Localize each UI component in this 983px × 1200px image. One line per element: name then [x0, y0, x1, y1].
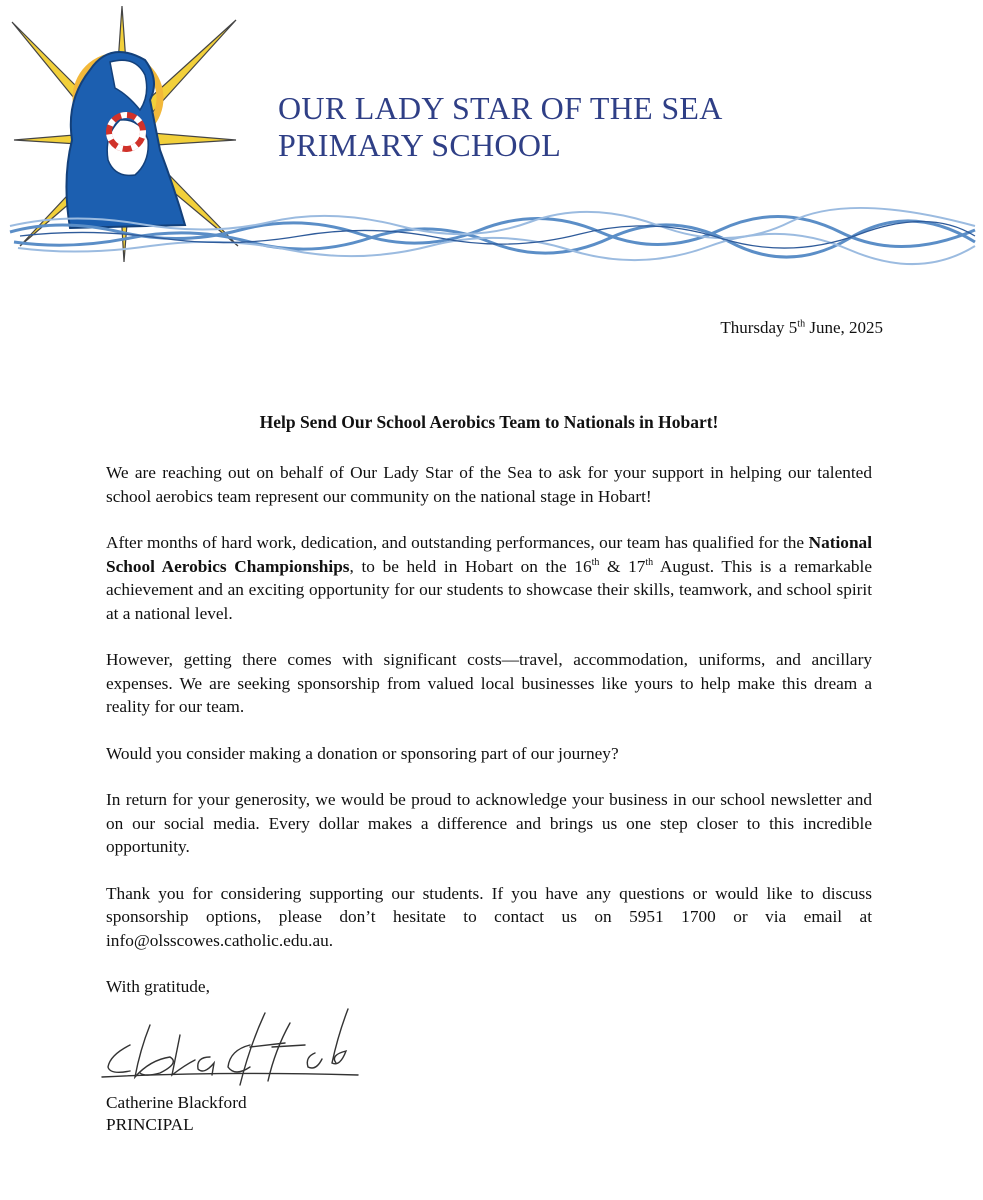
signer-block	[106, 1092, 247, 1136]
p2-sup2: th	[645, 556, 654, 568]
paragraph-question: Would you consider making a donation or sponsoring part of our journey?	[106, 743, 619, 763]
paragraph-qualification	[106, 531, 872, 625]
date-day: 5	[788, 318, 798, 337]
school-name-line2: PRIMARY SCHOOL	[278, 127, 562, 163]
p2-sup1: th	[591, 556, 600, 568]
school-name-line1: OUR LADY STAR OF THE SEA	[278, 90, 723, 126]
date-weekday: Thursday	[720, 318, 785, 337]
letterhead	[0, 0, 983, 270]
p2-text-d: August. This is a remarkable achievement and an exciting opportunity for our students to showcase their skills, teamwork, and school spirit at a national level.	[106, 556, 872, 623]
paragraph-acknowledgement: In return for your generosity, we would be proud to acknowledge your business in our school newsletter and on our social media. Every dollar makes a difference and brings us one step closer to this incredible opportunity.	[106, 790, 872, 856]
date-rest: June, 2025	[809, 318, 883, 337]
p2-text-a: After months of hard work, dedication, and outstanding performances, our team has qualified for the	[106, 533, 809, 552]
closing: With gratitude,	[106, 977, 210, 996]
paragraph-intro: We are reaching out on behalf of Our Lady Star of the Sea to ask for your support in helping our talented school aerobics team represent our community on the national stage in Hobart!	[106, 463, 872, 506]
school-name	[278, 90, 723, 164]
signer-name: Catherine Blackford	[106, 1093, 247, 1112]
p2-text-c: & 17	[599, 556, 646, 576]
date-day-suffix: th	[797, 318, 806, 330]
handwritten-signature-icon	[100, 1005, 360, 1095]
signer-title: PRINCIPAL	[106, 1115, 194, 1134]
letter-heading: Help Send Our School Aerobics Team to Nationals in Hobart!	[259, 412, 719, 432]
paragraph-thanks: Thank you for considering supporting our students. If you have any questions or would like to discuss sponsorship options, please don’t hesitate to contact us on 5951 1700 or via email at info@olsscowes.catholic.edu.au.	[106, 883, 872, 950]
championship-name: National School Aerobics Championships	[106, 533, 872, 576]
letter-date	[720, 318, 883, 338]
letter-body	[106, 461, 872, 1022]
paragraph-costs: However, getting there comes with significant costs—travel, accommodation, uniforms, and ancillary expenses. We are seeking sponsorship from valued local businesses like yours to help make this dream a reality for our team.	[106, 650, 872, 716]
p2-text-b: , to be held in Hobart on the 16	[349, 556, 592, 576]
